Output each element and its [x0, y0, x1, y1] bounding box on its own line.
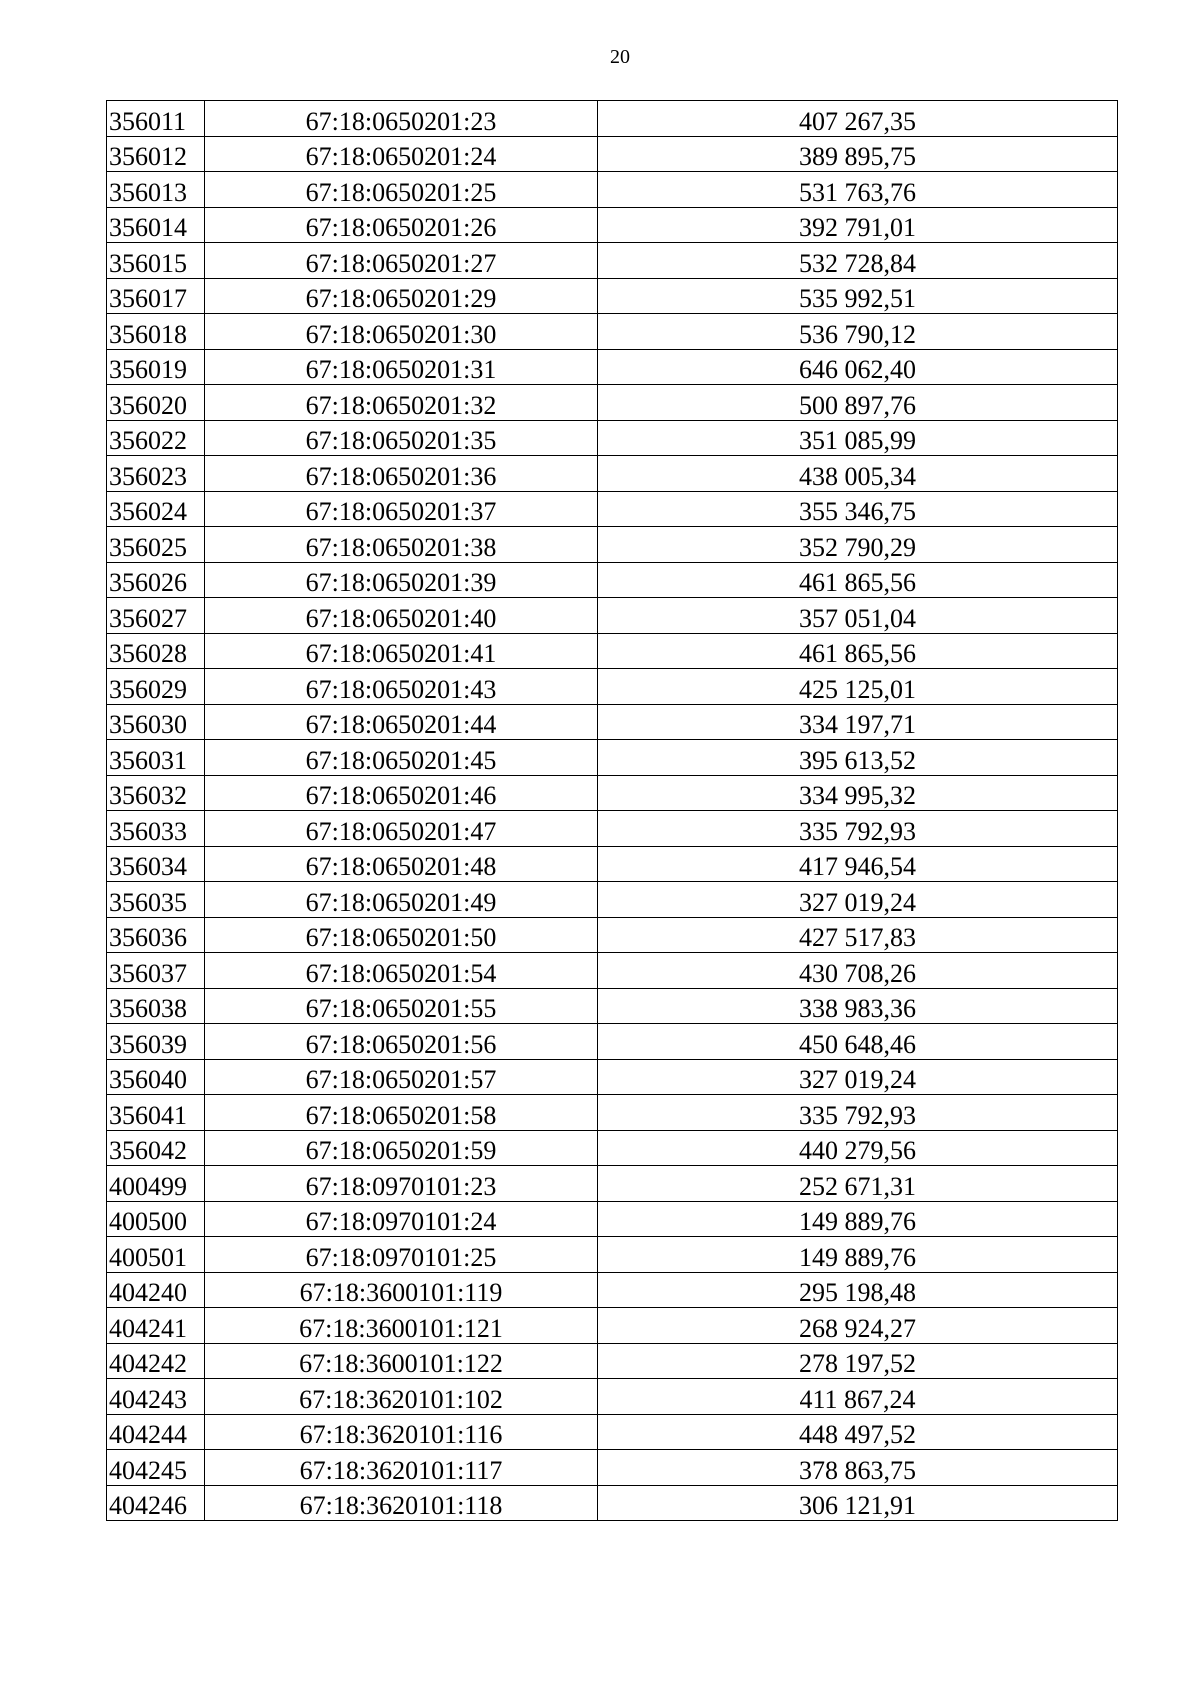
row-id-cell: 404240: [107, 1272, 205, 1308]
cadastral-number-cell: 67:18:0650201:45: [205, 740, 598, 776]
cadastral-number-cell: 67:18:0650201:54: [205, 953, 598, 989]
row-id-cell: 404242: [107, 1343, 205, 1379]
table-row: [107, 278, 1118, 314]
cadastral-value-cell: 352 790,29: [598, 527, 1118, 563]
table-row: [107, 740, 1118, 776]
cadastral-number-cell: 67:18:0650201:29: [205, 278, 598, 314]
cadastral-value-cell: 450 648,46: [598, 1024, 1118, 1060]
cadastral-value-cell: 448 497,52: [598, 1414, 1118, 1450]
cadastral-number-cell: 67:18:0650201:26: [205, 207, 598, 243]
cadastral-number-cell: 67:18:3600101:119: [205, 1272, 598, 1308]
row-id-cell: 356017: [107, 278, 205, 314]
row-id-cell: 356011: [107, 101, 205, 137]
cadastral-number-cell: 67:18:0970101:25: [205, 1237, 598, 1273]
row-id-cell: 356033: [107, 811, 205, 847]
cadastral-value-cell: 427 517,83: [598, 917, 1118, 953]
cadastral-number-cell: 67:18:0650201:30: [205, 314, 598, 350]
row-id-cell: 356025: [107, 527, 205, 563]
cadastral-value-cell: 438 005,34: [598, 456, 1118, 492]
cadastral-value-cell: 334 197,71: [598, 704, 1118, 740]
table-row: [107, 1130, 1118, 1166]
row-id-cell: 356018: [107, 314, 205, 350]
cadastral-value-cell: 430 708,26: [598, 953, 1118, 989]
table-row: [107, 917, 1118, 953]
cadastral-value-cell: 532 728,84: [598, 243, 1118, 279]
row-id-cell: 400499: [107, 1166, 205, 1202]
cadastral-value-cell: 295 198,48: [598, 1272, 1118, 1308]
row-id-cell: 356034: [107, 846, 205, 882]
cadastral-value-cell: 338 983,36: [598, 988, 1118, 1024]
row-id-cell: 356026: [107, 562, 205, 598]
table-row: [107, 811, 1118, 847]
row-id-cell: 356035: [107, 882, 205, 918]
cadastral-number-cell: 67:18:0650201:48: [205, 846, 598, 882]
cadastral-number-cell: 67:18:3600101:122: [205, 1343, 598, 1379]
cadastral-number-cell: 67:18:0650201:47: [205, 811, 598, 847]
cadastral-value-cell: 500 897,76: [598, 385, 1118, 421]
cadastral-number-cell: 67:18:0970101:23: [205, 1166, 598, 1202]
row-id-cell: 356028: [107, 633, 205, 669]
cadastral-value-cell: 252 671,31: [598, 1166, 1118, 1202]
cadastral-number-cell: 67:18:0650201:27: [205, 243, 598, 279]
cadastral-value-cell: 334 995,32: [598, 775, 1118, 811]
cadastral-number-cell: 67:18:3620101:102: [205, 1379, 598, 1415]
cadastral-value-cell: 378 863,75: [598, 1450, 1118, 1486]
row-id-cell: 356013: [107, 172, 205, 208]
cadastral-number-cell: 67:18:0650201:39: [205, 562, 598, 598]
row-id-cell: 356039: [107, 1024, 205, 1060]
table-row: [107, 385, 1118, 421]
cadastral-number-cell: 67:18:0650201:57: [205, 1059, 598, 1095]
table-row: [107, 1166, 1118, 1202]
row-id-cell: 356014: [107, 207, 205, 243]
cadastral-value-cell: 417 946,54: [598, 846, 1118, 882]
cadastral-number-cell: 67:18:0650201:59: [205, 1130, 598, 1166]
cadastral-value-cell: 149 889,76: [598, 1201, 1118, 1237]
row-id-cell: 404246: [107, 1485, 205, 1521]
cadastral-value-cell: 395 613,52: [598, 740, 1118, 776]
cadastral-number-cell: 67:18:0650201:46: [205, 775, 598, 811]
cadastral-value-cell: 149 889,76: [598, 1237, 1118, 1273]
table-row: [107, 704, 1118, 740]
cadastral-number-cell: 67:18:0650201:55: [205, 988, 598, 1024]
table-row: [107, 1272, 1118, 1308]
cadastral-number-cell: 67:18:0650201:49: [205, 882, 598, 918]
table-row: [107, 136, 1118, 172]
row-id-cell: 356019: [107, 349, 205, 385]
table-row: [107, 1485, 1118, 1521]
cadastral-number-cell: 67:18:0650201:38: [205, 527, 598, 563]
row-id-cell: 356038: [107, 988, 205, 1024]
table-row: [107, 846, 1118, 882]
table-row: [107, 527, 1118, 563]
row-id-cell: 356031: [107, 740, 205, 776]
cadastral-value-cell: 461 865,56: [598, 633, 1118, 669]
table-row: [107, 1095, 1118, 1131]
row-id-cell: 404245: [107, 1450, 205, 1486]
cadastral-number-cell: 67:18:0650201:41: [205, 633, 598, 669]
cadastral-number-cell: 67:18:0650201:31: [205, 349, 598, 385]
table-row: [107, 101, 1118, 137]
cadastral-value-cell: 536 790,12: [598, 314, 1118, 350]
cadastral-number-cell: 67:18:3620101:116: [205, 1414, 598, 1450]
row-id-cell: 356024: [107, 491, 205, 527]
table-row: [107, 1201, 1118, 1237]
cadastral-number-cell: 67:18:3620101:118: [205, 1485, 598, 1521]
page-number: 20: [610, 46, 630, 68]
cadastral-value-cell: 357 051,04: [598, 598, 1118, 634]
table-row: [107, 1414, 1118, 1450]
table-row: [107, 1379, 1118, 1415]
table-row: [107, 988, 1118, 1024]
table-row: [107, 349, 1118, 385]
cadastral-value-cell: 461 865,56: [598, 562, 1118, 598]
cadastral-value-cell: 268 924,27: [598, 1308, 1118, 1344]
row-id-cell: 356037: [107, 953, 205, 989]
cadastral-value-cell: 335 792,93: [598, 1095, 1118, 1131]
row-id-cell: 400501: [107, 1237, 205, 1273]
cadastral-value-cell: 327 019,24: [598, 882, 1118, 918]
row-id-cell: 356042: [107, 1130, 205, 1166]
table-row: [107, 1343, 1118, 1379]
table-row: [107, 314, 1118, 350]
row-id-cell: 404241: [107, 1308, 205, 1344]
table-row: [107, 953, 1118, 989]
cadastral-number-cell: 67:18:0650201:32: [205, 385, 598, 421]
cadastral-value-cell: 411 867,24: [598, 1379, 1118, 1415]
table-row: [107, 1059, 1118, 1095]
cadastral-number-cell: 67:18:0650201:58: [205, 1095, 598, 1131]
cadastral-number-cell: 67:18:0650201:40: [205, 598, 598, 634]
cadastral-value-cell: 531 763,76: [598, 172, 1118, 208]
cadastral-value-cell: 646 062,40: [598, 349, 1118, 385]
table-row: [107, 562, 1118, 598]
table-row: [107, 1308, 1118, 1344]
cadastral-value-cell: 389 895,75: [598, 136, 1118, 172]
cadastral-value-cell: 278 197,52: [598, 1343, 1118, 1379]
row-id-cell: 356040: [107, 1059, 205, 1095]
row-id-cell: 356022: [107, 420, 205, 456]
cadastral-value-cell: 440 279,56: [598, 1130, 1118, 1166]
cadastral-value-cell: 351 085,99: [598, 420, 1118, 456]
cadastral-value-cell: 392 791,01: [598, 207, 1118, 243]
row-id-cell: 356030: [107, 704, 205, 740]
table-row: [107, 420, 1118, 456]
cadastral-value-table: [106, 100, 1118, 1521]
cadastral-number-cell: 67:18:0650201:50: [205, 917, 598, 953]
table-row: [107, 172, 1118, 208]
row-id-cell: 356015: [107, 243, 205, 279]
row-id-cell: 356023: [107, 456, 205, 492]
row-id-cell: 356036: [107, 917, 205, 953]
cadastral-value-cell: 335 792,93: [598, 811, 1118, 847]
cadastral-value-cell: 425 125,01: [598, 669, 1118, 705]
cadastral-value-cell: 355 346,75: [598, 491, 1118, 527]
table-row: [107, 775, 1118, 811]
table-row: [107, 882, 1118, 918]
row-id-cell: 356020: [107, 385, 205, 421]
table-row: [107, 633, 1118, 669]
cadastral-number-cell: 67:18:0650201:43: [205, 669, 598, 705]
table-row: [107, 456, 1118, 492]
row-id-cell: 356041: [107, 1095, 205, 1131]
row-id-cell: 404244: [107, 1414, 205, 1450]
row-id-cell: 356029: [107, 669, 205, 705]
table-row: [107, 207, 1118, 243]
table-row: [107, 491, 1118, 527]
row-id-cell: 404243: [107, 1379, 205, 1415]
table-row: [107, 243, 1118, 279]
cadastral-number-cell: 67:18:3600101:121: [205, 1308, 598, 1344]
table-row: [107, 1450, 1118, 1486]
row-id-cell: 356012: [107, 136, 205, 172]
cadastral-number-cell: 67:18:0650201:23: [205, 101, 598, 137]
cadastral-value-cell: 407 267,35: [598, 101, 1118, 137]
row-id-cell: 356027: [107, 598, 205, 634]
cadastral-number-cell: 67:18:0650201:44: [205, 704, 598, 740]
cadastral-number-cell: 67:18:0650201:37: [205, 491, 598, 527]
cadastral-number-cell: 67:18:0650201:56: [205, 1024, 598, 1060]
table-row: [107, 1237, 1118, 1273]
table-row: [107, 669, 1118, 705]
row-id-cell: 400500: [107, 1201, 205, 1237]
cadastral-number-cell: 67:18:0650201:36: [205, 456, 598, 492]
cadastral-number-cell: 67:18:0650201:35: [205, 420, 598, 456]
table-row: [107, 598, 1118, 634]
table-row: [107, 1024, 1118, 1060]
row-id-cell: 356032: [107, 775, 205, 811]
cadastral-value-cell: 535 992,51: [598, 278, 1118, 314]
cadastral-number-cell: 67:18:3620101:117: [205, 1450, 598, 1486]
cadastral-number-cell: 67:18:0970101:24: [205, 1201, 598, 1237]
cadastral-value-cell: 327 019,24: [598, 1059, 1118, 1095]
cadastral-value-cell: 306 121,91: [598, 1485, 1118, 1521]
table-body: [107, 101, 1118, 1521]
cadastral-number-cell: 67:18:0650201:24: [205, 136, 598, 172]
cadastral-number-cell: 67:18:0650201:25: [205, 172, 598, 208]
